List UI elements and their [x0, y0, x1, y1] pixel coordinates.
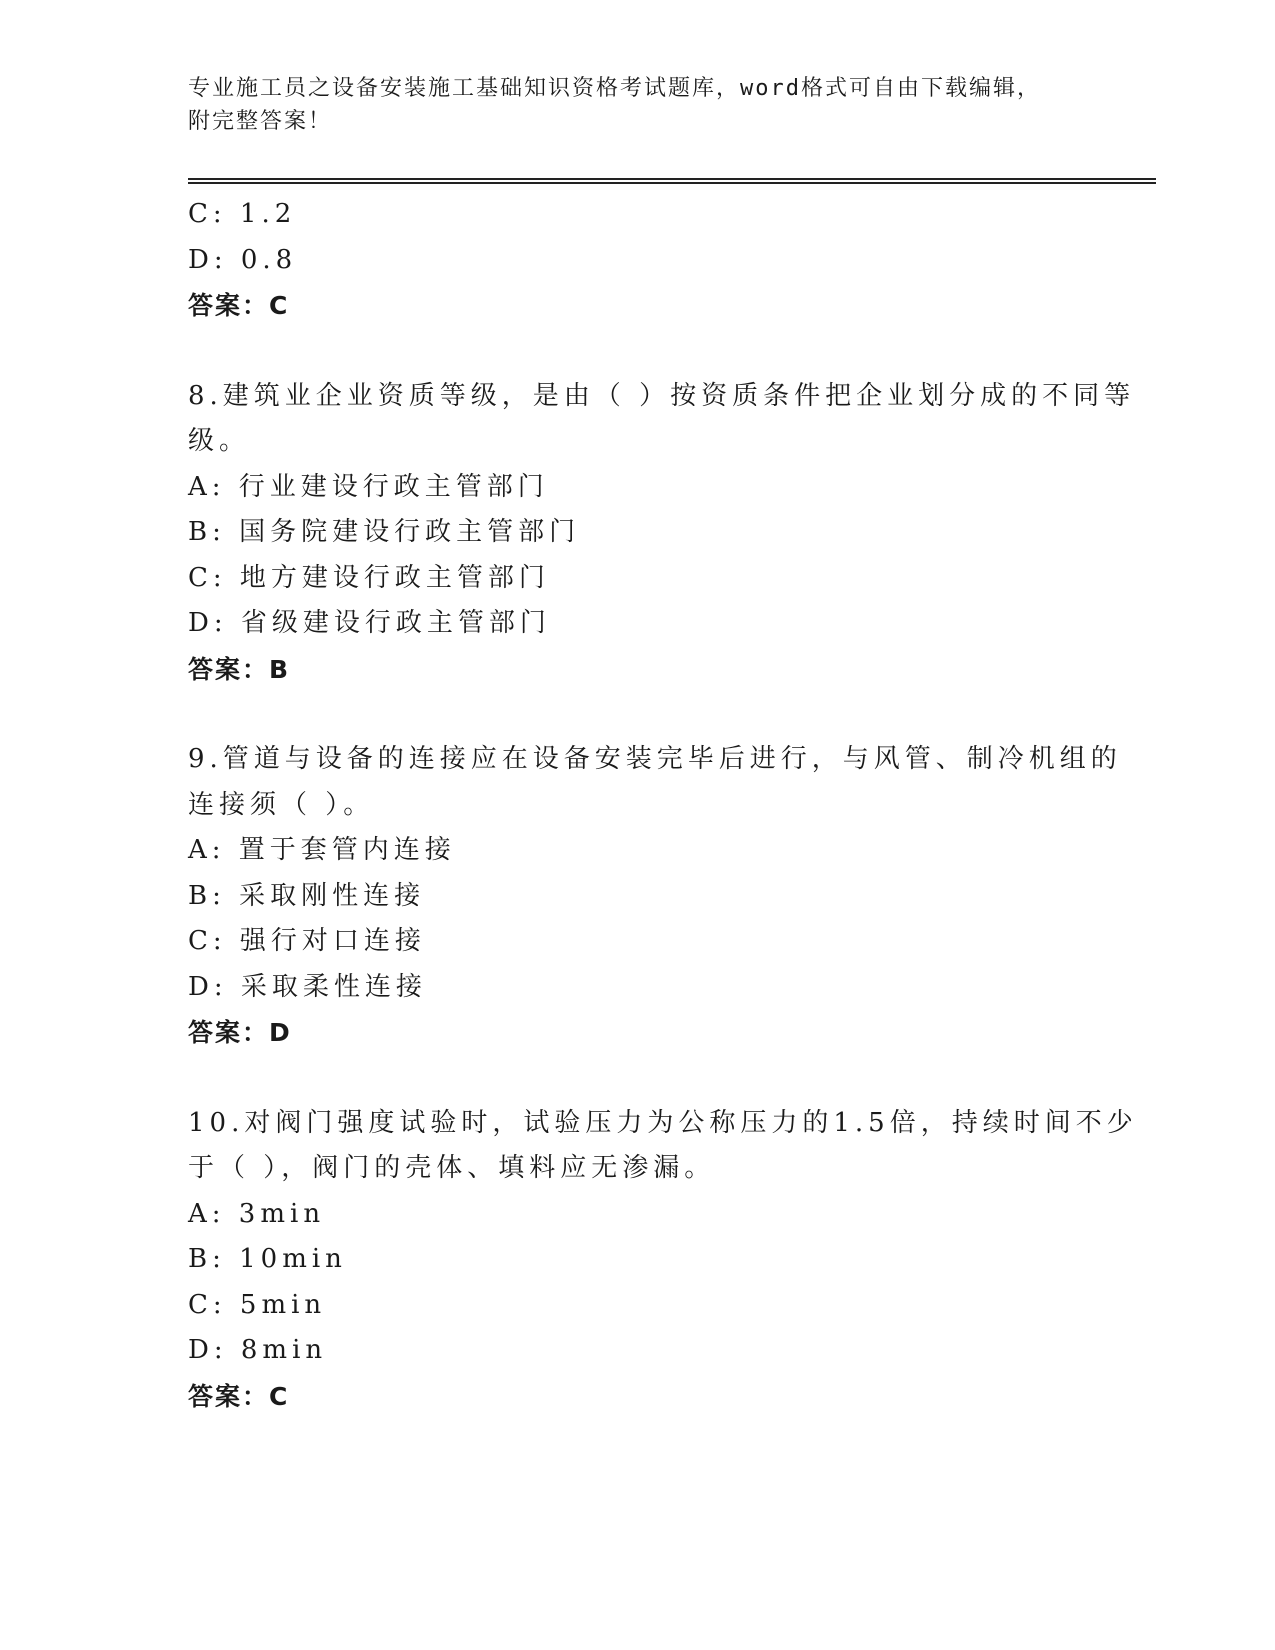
answer-line: 答案：C: [188, 291, 290, 320]
option-b: B: 国务院建设行政主管部门: [188, 517, 581, 547]
option-c: C: 强行对口连接: [188, 926, 426, 956]
question-8: [188, 374, 1136, 693]
option-d: D: 采取柔性连接: [188, 971, 427, 1002]
spacer: [188, 1056, 1088, 1101]
question-stem-line-2: 于（ ），阀门的壳体、填料应无渗漏。: [188, 1153, 716, 1183]
header-double-rule: [188, 178, 1156, 184]
answer-line: 答案：C: [188, 1381, 290, 1411]
answer-line: 答案：D: [188, 1018, 292, 1047]
question-stem-line-2: 连接须（ ）。: [188, 789, 375, 820]
question-stem-line-1: 10.对阀门强度试验时，试验压力为公称压力的1.5倍，持续时间不少: [188, 1107, 1138, 1138]
option-c: C: 5min: [188, 1289, 327, 1320]
option-b: B: 采取刚性连接: [188, 880, 426, 911]
spacer: [188, 329, 1088, 374]
option-c: C: 1.2: [188, 199, 297, 229]
option-a: A: 行业建设行政主管部门: [188, 471, 549, 502]
header-title-line-2: 附完整答案！: [188, 109, 333, 134]
option-a: A: 3min: [188, 1198, 326, 1229]
option-d: D: 省级建设行政主管部门: [188, 608, 551, 638]
option-c: C: 地方建设行政主管部门: [188, 562, 550, 593]
spacer: [188, 692, 1088, 737]
document-header: [188, 72, 1088, 138]
header-title-line-1: 专业施工员之设备安装施工基础知识资格考试题库，word格式可自由下载编辑，: [188, 76, 1041, 101]
question-stem-line-2: 级。: [188, 426, 251, 456]
question-9: [188, 737, 1122, 1056]
option-d: D: 0.8: [188, 244, 298, 275]
question-7-continued: [188, 192, 1088, 329]
answer-line: 答案：B: [188, 654, 291, 684]
question-stem-line-1: 8.建筑业企业资质等级，是由（ ）按资质条件把企业划分成的不同等: [188, 380, 1136, 411]
option-a: A: 置于套管内连接: [188, 835, 456, 865]
option-b: B: 10min: [188, 1244, 347, 1274]
question-10: [188, 1101, 1138, 1420]
question-stem-line-1: 9.管道与设备的连接应在设备安装完毕后进行，与风管、制冷机组的: [188, 744, 1122, 774]
document-body: [188, 192, 1138, 1419]
option-d: D: 8min: [188, 1335, 328, 1365]
